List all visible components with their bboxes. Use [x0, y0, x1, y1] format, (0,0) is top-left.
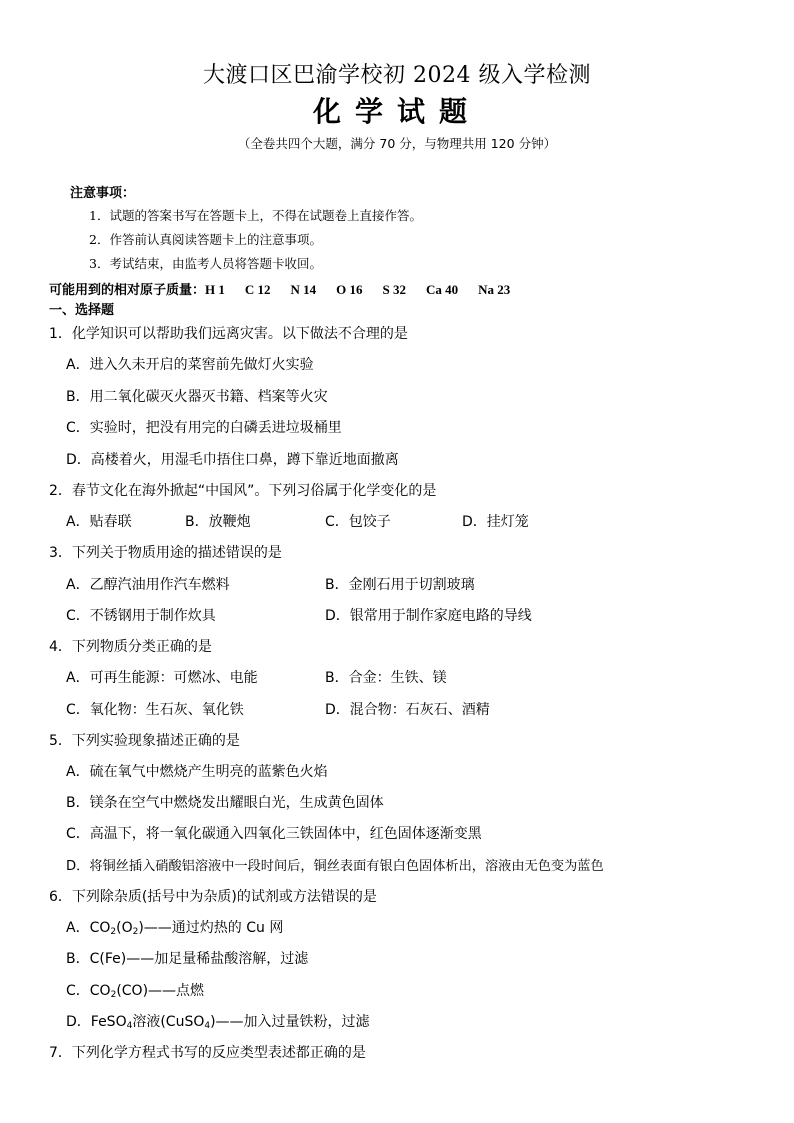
- atomic-mass-ca: Ca 40: [426, 282, 459, 297]
- notes-heading: 注意事项：: [70, 186, 136, 201]
- note-item-1: 1．试题的答案书写在答题卡上，不得在试题卷上直接作答。: [89, 208, 422, 223]
- question-5-stem: 5．下列实验现象描述正确的是: [49, 733, 240, 749]
- question-6-option-b: B．C(Fe)——加足量稀盐酸溶解，过滤: [66, 951, 309, 967]
- atomic-mass-o: O 16: [336, 282, 363, 297]
- question-4-option-d: D．混合物：石灰石、酒精: [325, 702, 490, 718]
- note-item-3: 3．考试结束，由监考人员将答题卡收回。: [89, 256, 322, 271]
- question-5-option-c: C．高温下，将一氧化碳通入四氧化三铁固体中，红色固体逐渐变黑: [66, 826, 482, 842]
- question-2-option-d: D．挂灯笼: [462, 514, 529, 530]
- section-title: 一、选择题: [49, 303, 115, 318]
- question-1-option-b: B．用二氧化碳灭火器灭书籍、档案等火灾: [66, 389, 328, 405]
- question-3-option-a: A．乙醇汽油用作汽车燃料: [66, 577, 230, 593]
- question-4-stem: 4．下列物质分类正确的是: [49, 639, 212, 655]
- question-5-option-d: D．将铜丝插入硝酸铝溶液中一段时间后，铜丝表面有银白色固体析出，溶液由无色变为蓝色: [66, 859, 604, 874]
- question-6-option-c: C．$CO_2(CO)——$点燃: [66, 983, 205, 1000]
- exam-info: （全卷共四个大题，满分 70 分，与物理共用 120 分钟）: [237, 136, 557, 151]
- atomic-mass-n: N 14: [290, 282, 317, 297]
- atomic-mass-s: S 32: [382, 282, 407, 297]
- question-3-option-d: D．银常用于制作家庭电路的导线: [325, 608, 532, 624]
- question-2-option-c: C．包饺子: [325, 514, 391, 530]
- question-4-option-b: B．合金：生铁、镁: [325, 670, 447, 686]
- question-4-option-a: A．可再生能源：可燃冰、电能: [66, 670, 258, 686]
- question-1-option-d: D．高楼着火，用湿毛巾捂住口鼻，蹲下靠近地面撤离: [66, 452, 399, 468]
- question-3-option-c: C．不锈钢用于制作炊具: [66, 608, 216, 624]
- atomic-mass-h: H 1: [205, 282, 225, 297]
- question-2-option-b: B．放鞭炮: [185, 514, 251, 530]
- question-5-option-b: B．镁条在空气中燃烧发出耀眼白光，生成黄色固体: [66, 795, 384, 811]
- question-6-option-a: A．$CO_2(O_2)——$通过灼热的 Cu 网: [66, 920, 284, 937]
- note-item-2: 2．作答前认真阅读答题卡上的注意事项。: [89, 232, 322, 247]
- question-1-stem: 1．化学知识可以帮助我们远离灾害。以下做法不合理的是: [49, 326, 408, 342]
- question-2-option-a: A．贴春联: [66, 514, 132, 530]
- question-5-option-a: A．硫在氧气中燃烧产生明亮的蓝紫色火焰: [66, 764, 328, 780]
- subject-title: 化学试题: [312, 95, 481, 128]
- question-3-stem: 3．下列关于物质用途的描述错误的是: [49, 545, 282, 561]
- question-2-stem: 2．春节文化在海外掀起“中国风”。下列习俗属于化学变化的是: [49, 483, 437, 499]
- atomic-mass-line: [49, 279, 530, 298]
- question-4-option-c: C．氧化物：生石灰、氧化铁: [66, 702, 244, 718]
- question-7-stem: 7．下列化学方程式书写的反应类型表述都正确的是: [49, 1045, 366, 1061]
- question-6-option-d: D．FeSO$_4$溶液(CuSO$_4$)——加入过量铁粉，过滤: [66, 1014, 370, 1031]
- atomic-mass-c: C 12: [244, 282, 271, 297]
- school-exam-title: 大渡口区巴渝学校初 2024 级入学检测: [203, 63, 591, 88]
- question-1-option-c: C．实验时，把没有用完的白磷丢进垃圾桶里: [66, 420, 342, 436]
- question-6-stem: 6．下列除杂质(括号中为杂质)的试剂或方法错误的是: [49, 889, 377, 905]
- atomic-mass-label: 可能用到的相对原子质量：: [49, 283, 206, 298]
- question-1-option-a: A．进入久未开启的菜窖前先做灯火实验: [66, 357, 314, 373]
- atomic-mass-na: Na 23: [478, 282, 511, 297]
- question-3-option-b: B．金刚石用于切割玻璃: [325, 577, 475, 593]
